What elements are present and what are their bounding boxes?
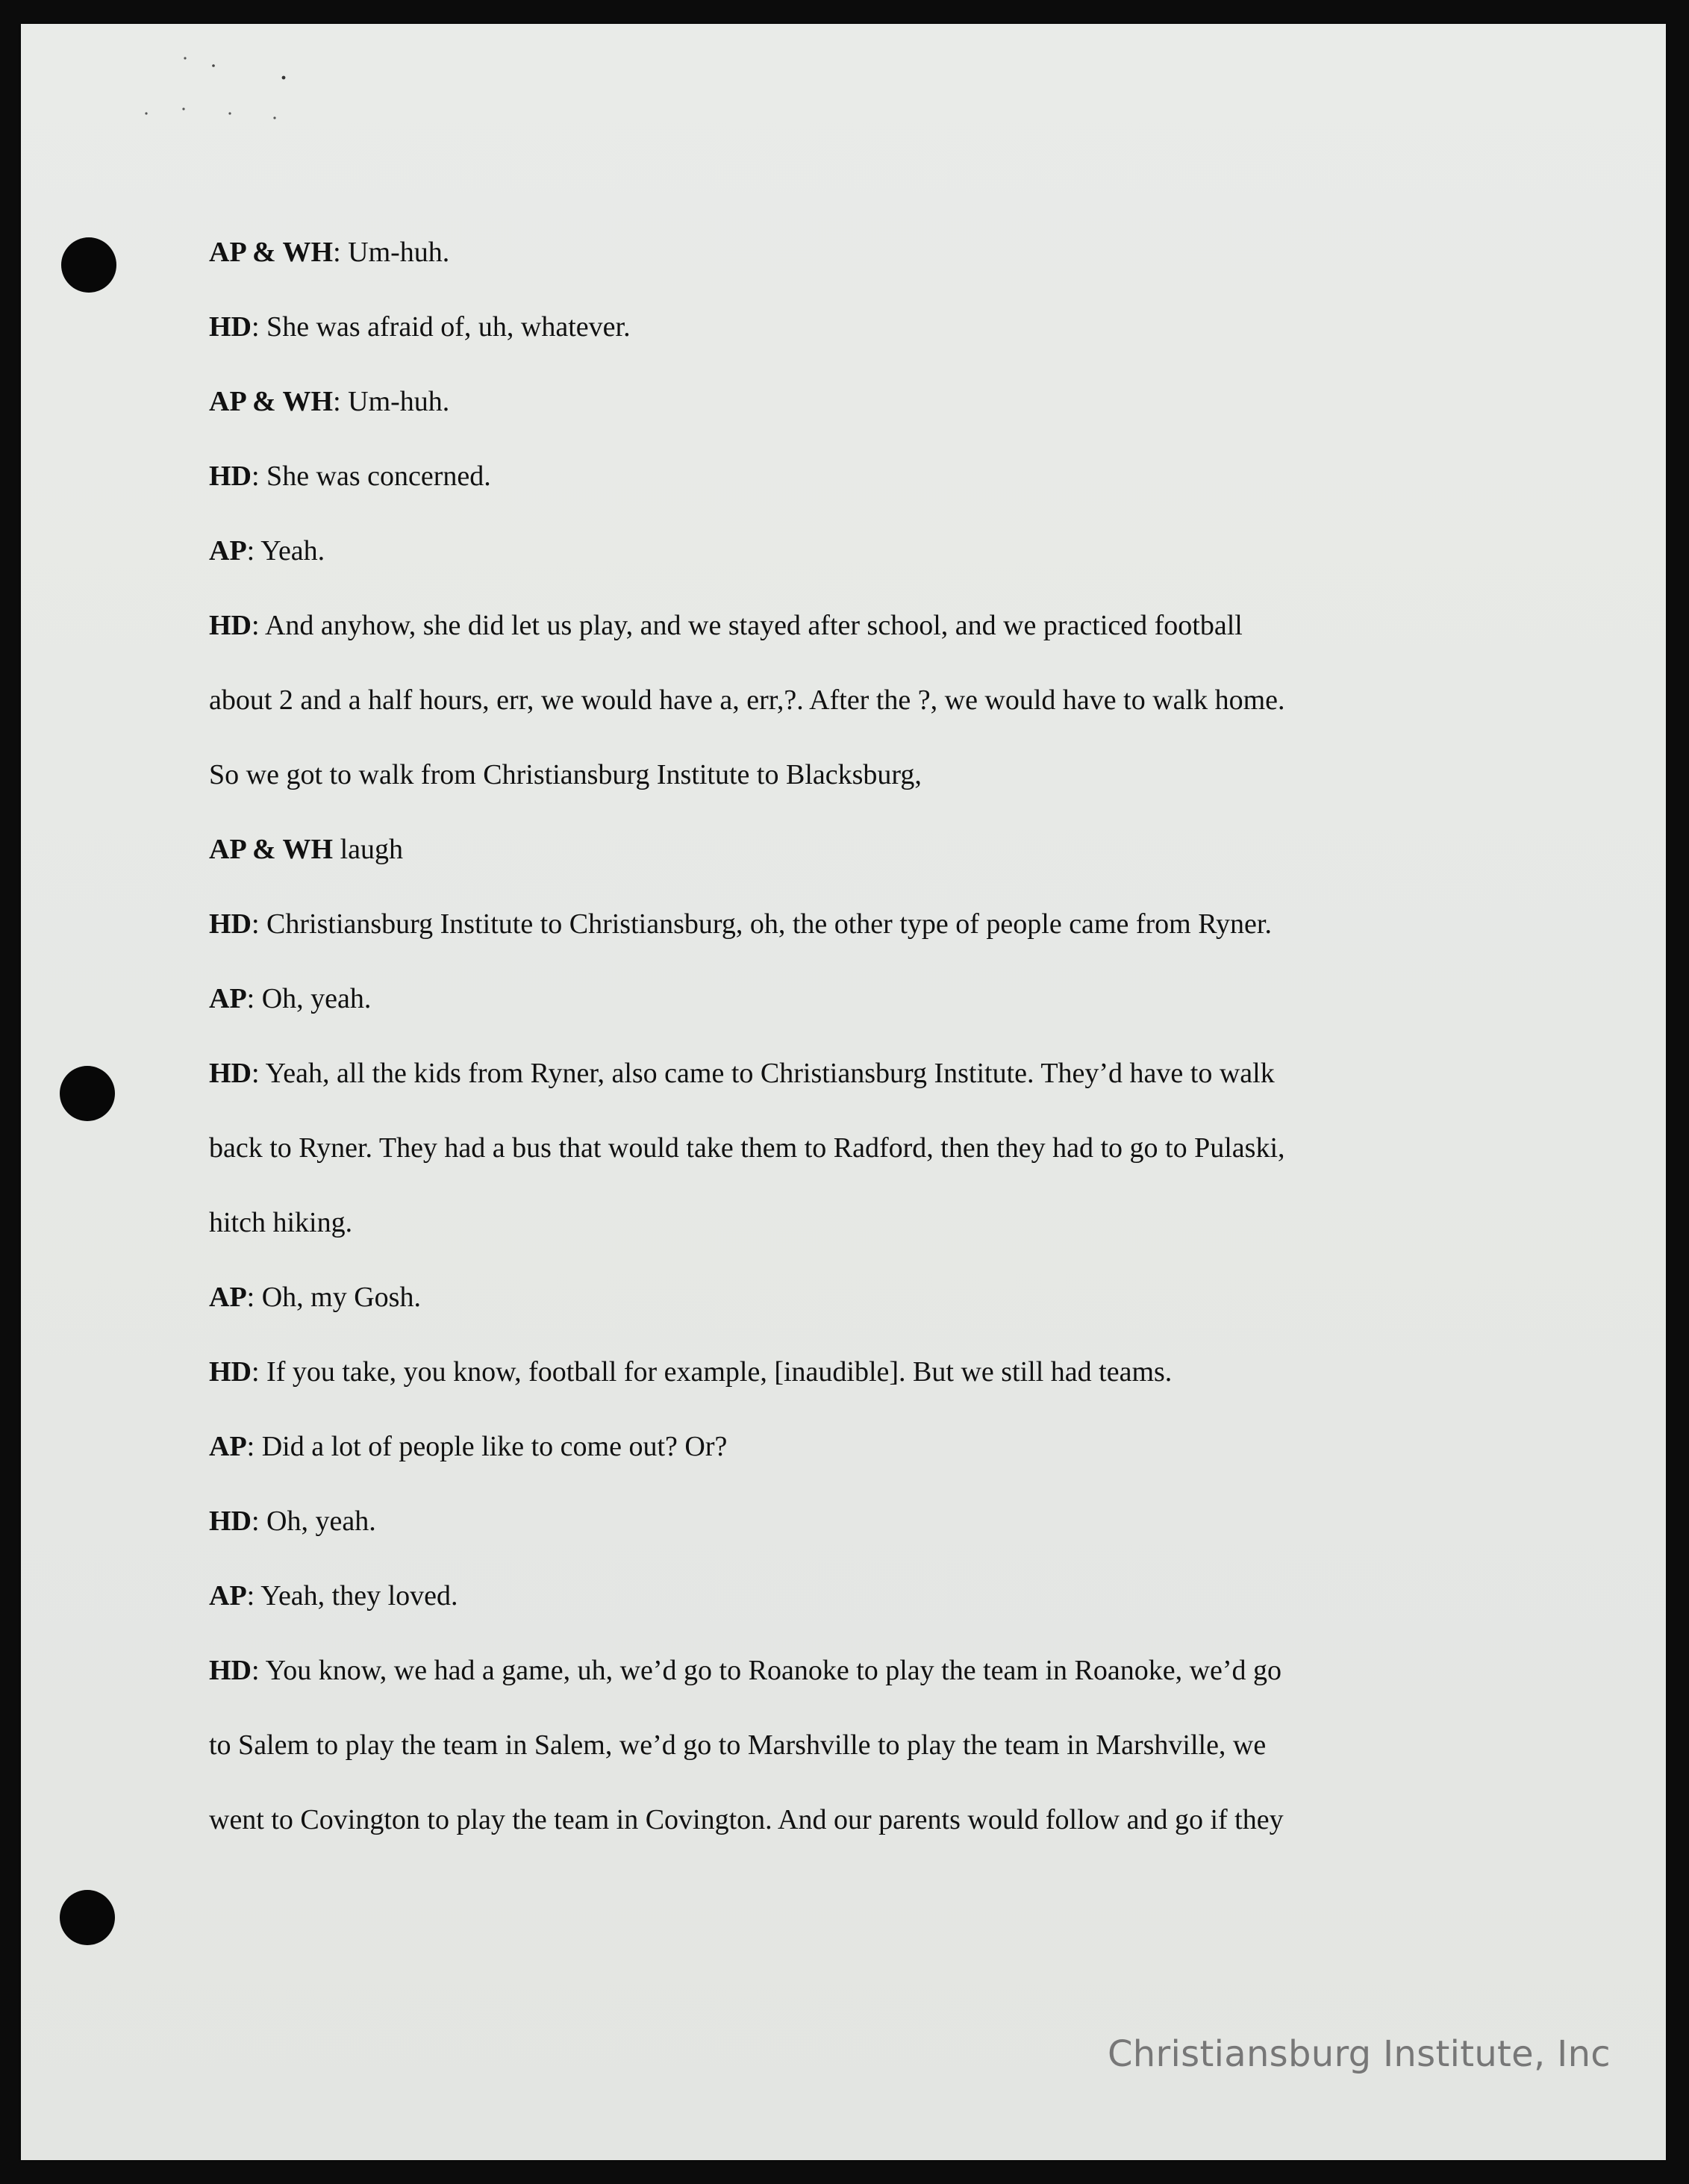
transcript-line [209, 439, 1523, 514]
line-text: : Did a lot of people like to come out? Or? [246, 1431, 728, 1462]
speaker-label: AP [209, 1431, 247, 1462]
line-text: : Yeah. [246, 535, 325, 567]
transcript-line [209, 812, 1523, 887]
speaker-label: HD [209, 610, 252, 641]
transcript-line [209, 1036, 1523, 1111]
speaker-label: AP [209, 1580, 247, 1612]
binder-hole-bottom [60, 1890, 115, 1945]
speaker-label: AP & WH [209, 834, 334, 865]
line-text: : Oh, my Gosh. [246, 1282, 421, 1313]
binder-hole-middle [60, 1066, 115, 1121]
line-text: about 2 and a half hours, err, we would have a, err,?. After the ?, we would have to walk home. [209, 684, 1285, 716]
speaker-label: AP & WH [209, 386, 334, 417]
transcript-line [209, 1409, 1523, 1484]
transcript-page [21, 24, 1666, 2160]
transcript-line [209, 588, 1523, 663]
line-text: to Salem to play the team in Salem, we’d go to Marshville to play the team in Marshville, we [209, 1729, 1267, 1761]
transcript-body [209, 215, 1523, 1857]
line-text: : And anyhow, she did let us play, and we stayed after school, and we practiced football [252, 610, 1243, 641]
transcript-line [209, 663, 1523, 737]
line-text: : Yeah, all the kids from Ryner, also came to Christiansburg Institute. They’d have to walk [252, 1058, 1275, 1089]
line-text: hitch hiking. [209, 1207, 353, 1238]
line-text: : If you take, you know, football for example, [inaudible]. But we still had teams. [252, 1356, 1173, 1388]
speaker-label: HD [209, 1655, 252, 1686]
transcript-line [209, 1335, 1523, 1409]
transcript-line [209, 1260, 1523, 1335]
speaker-label: HD [209, 1058, 252, 1089]
transcript-line [209, 364, 1523, 439]
transcript-line [209, 1185, 1523, 1260]
binder-hole-top [61, 237, 116, 293]
transcript-line [209, 1633, 1523, 1708]
speaker-label: HD [209, 908, 252, 940]
transcript-line [209, 1708, 1523, 1782]
line-text: : Oh, yeah. [252, 1506, 376, 1537]
transcript-line [209, 1782, 1523, 1857]
line-text: laugh [333, 834, 404, 865]
line-text: : You know, we had a game, uh, we’d go to Roanoke to play the team in Roanoke, we’d go [252, 1655, 1282, 1686]
transcript-line [209, 1559, 1523, 1633]
transcript-line [209, 737, 1523, 812]
line-text: : She was concerned. [252, 461, 491, 492]
paper-specks [118, 46, 312, 128]
line-text: : Um-huh. [333, 386, 450, 417]
line-text: went to Covington to play the team in Covington. And our parents would follow and go if they [209, 1804, 1284, 1835]
speaker-label: AP [209, 983, 247, 1014]
line-text: back to Ryner. They had a bus that would take them to Radford, then they had to go to Pulaski, [209, 1132, 1285, 1164]
transcript-line [209, 1484, 1523, 1559]
transcript-line [209, 887, 1523, 961]
transcript-line [209, 961, 1523, 1036]
line-text: : Christiansburg Institute to Christiansburg, oh, the other type of people came from Ryner. [252, 908, 1272, 940]
line-text: So we got to walk from Christiansburg Institute to Blacksburg, [209, 759, 922, 790]
transcript-line [209, 514, 1523, 588]
line-text: : Yeah, they loved. [246, 1580, 458, 1612]
line-text: : She was afraid of, uh, whatever. [252, 311, 631, 343]
speaker-label: HD [209, 1506, 252, 1537]
line-text: : Oh, yeah. [246, 983, 372, 1014]
transcript-line [209, 215, 1523, 290]
speaker-label: AP [209, 535, 247, 567]
transcript-line [209, 1111, 1523, 1185]
line-text: : Um-huh. [333, 237, 450, 268]
watermark: Christiansburg Institute, Inc [1107, 2033, 1611, 2075]
speaker-label: AP [209, 1282, 247, 1313]
speaker-label: HD [209, 311, 252, 343]
speaker-label: AP & WH [209, 237, 334, 268]
speaker-label: HD [209, 1356, 252, 1388]
speaker-label: HD [209, 461, 252, 492]
transcript-line [209, 290, 1523, 364]
